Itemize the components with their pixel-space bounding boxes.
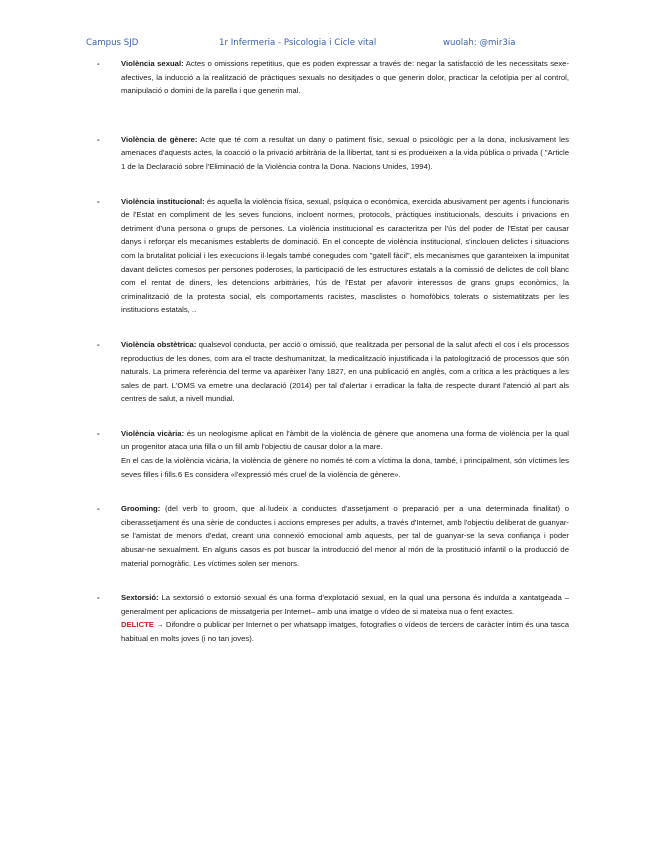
term-definition: La sextorsió o extorsió sexual és una forma d'explotació sexual, en la qual una persona és induïda a xantatgeada –generalment per aplicacions de missatgeria per Internet– amb una imatge o vídeo de si mateixa nua o fent exactes. — [121, 593, 569, 616]
bullet-marker: - — [97, 196, 100, 206]
bullet-marker: - — [97, 504, 100, 514]
header-campus: Campus SJD — [86, 38, 139, 48]
term-definition: (del verb to groom, que al·ludeix a conductes d'assetjament o preparació per a una determinada finalitat) o ciberassetjament és una sèrie de conductes i accions empreses per adults, a través d'Internet, amb l'objectiu deliberat de guanyar-se l'amistat de menors d'edat, creant una connexió emocional amb aquests, per tal de guanyar-se la seva confiança i poder abusar-ne sexualment. En alguns casos es pot buscar la introducció del menor al món de la prostitució infantil o la producció de material pornogràfic. Les víctimes solen ser menors. — [121, 504, 569, 568]
term-label: Violència vicària: — [121, 428, 185, 438]
warning-line — [121, 618, 569, 645]
page-header — [0, 38, 655, 52]
list-item-violencia-institucional — [97, 195, 569, 317]
list-item-violencia-obstetrica — [97, 338, 569, 406]
header-course: 1r Infermeria - Psicologia i Cicle vital — [219, 38, 377, 48]
list-item-violencia-genere — [97, 133, 569, 174]
bullet-marker: - — [97, 59, 100, 68]
term-definition: Acte que té com a resultat un dany o patiment físic, sexual o psicològic per a la dona, inclusivament les amenaces d'aquests actes, la coacció o la privació arbitrària de la llibertat, tant si es produeixen a la vida pública o privada ( "Article 1 de la Declaració sobre l'Eliminació de la Violència contra la Dona. Nacions Unides, 1994). — [121, 134, 569, 171]
term-label: Grooming: — [121, 504, 161, 514]
term-label: Violència institucional: — [121, 196, 205, 206]
definition-list — [97, 57, 569, 667]
term-definition: qualsevol conducta, per acció o omissió, que realitzada per personal de la salut afecti el cos i els processos reproductius de les dones, com ara el tracte deshumanitzat, la medicalització injustificada i la patologització de processos que són naturals. La primera referència del terme va aparèixer l'any 1827, en una publicació en anglès, com a crítica a les pràctiques a les sales de part. L'OMS va emetre una declaració (2014) per tal d'alertar i erradicar la falta de respecte durant l'atenció al part als centres de salut, a nivell mundial. — [121, 339, 569, 404]
list-item-sextorsio — [97, 591, 569, 645]
header-author: wuolah: @mir3ia — [443, 38, 516, 48]
term-definition: Actes o omissions repetitius, que es poden expressar a través de: negar la satisfacció de les necessitats sexe-afectives, la inducció a la realització de pràctiques sexuals no desitjades o que generin dolor, practicar la celotípia per al control, manipulació o domini de la parella i que generin mal. — [121, 59, 570, 96]
list-item-violencia-sexual — [97, 57, 569, 98]
warning-label: DELICTE — [121, 620, 154, 630]
term-extra-paragraph: En el cas de la violència vicària, la violència de gènere no només té com a víctima la dona, també, i principalment, són víctimes les seves filles i fills.6 Es considera «l'expressió més cruel de la violència de gènere». — [121, 456, 569, 479]
term-label: Violència sexual: — [121, 59, 184, 68]
term-label: Violència obstètrica: — [121, 339, 197, 349]
term-definition: és un neologisme aplicat en l'àmbit de la violència de gènere que anomena una forma de violència per la qual un progenitor ataca una filla o un fill amb l'objectiu de causar dolor a la mare. — [121, 428, 569, 452]
bullet-marker: - — [97, 593, 100, 603]
term-label: Violència de gènere: — [121, 134, 198, 144]
bullet-marker: - — [97, 428, 100, 438]
warning-text: → Difondre o publicar per Internet o per whatsapp imatges, fotografies o vídeos de tercers de caràcter íntim és una tasca habitual en molts joves (i no tan joves). — [121, 620, 569, 643]
term-label: Sextorsió: — [121, 593, 159, 603]
bullet-marker: - — [97, 134, 100, 144]
list-item-grooming — [97, 502, 569, 570]
term-definition: és aquella la violència física, sexual, psíquica o econòmica, exercida abusivament per agents i funcionaris de l'Estat en compliment de les seves funcions, incloent normes, protocols, pràctiques institucionals, descuits i privacions en detriment d'una persona o grups de persones. La violència institucional es caracteritza per l'ús del poder de l'Estat per causar danys i reforçar els mecanismes establerts de dominació. En el concepte de violència institucional, s'inclouen delictes i situacions com la brutalitat policial i les execucions il·legals també conegudes com "gatell fàcil", els mecanismes que garanteixen la impunitat davant delictes comesos per persones poderoses, la participació de les estructures estatals a la comissió de delictes de coll blanc com el rentat de diners, les detencions arbitràries, l'ús de l'Estat per afavorir interessos de grans grups econòmics, la criminalització de la protesta social, els comportaments racistes, masclistes o homofòbics tolerats o sistematitzats per les institucions estatals, .. — [121, 196, 569, 315]
list-item-violencia-vicaria — [97, 427, 569, 481]
bullet-marker: - — [97, 339, 100, 349]
